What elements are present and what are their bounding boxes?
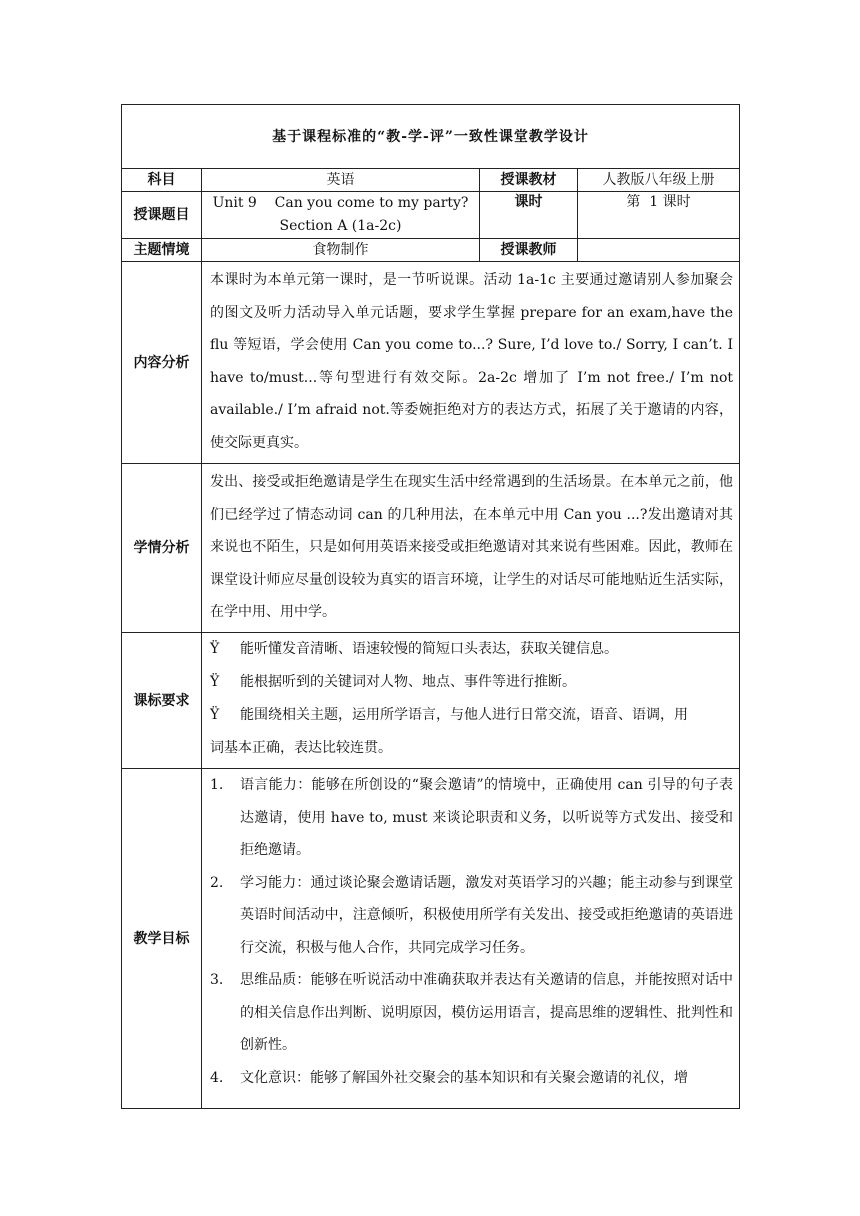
student-analysis-text: 发出、接受或拒绝邀请是学生在现实生活中经常遇到的生活场景。在本单元之前，他们已经学过了情态动词 can 的几种用法，在本单元中用 Can you ...?发出邀请对其来说也不陌生，只是如何用英语来接受或拒绝邀请对其来说有些困难。因此，教师在课堂设计师应尽量创设较为真实的语言环境，让学生的对话尽可能地贴近生活实际，在学中用、用中学。 (202, 464, 740, 633)
content-analysis-text: 本课时为本单元第一课时，是一节听说课。活动 1a-1c 主要通过邀请别人参加聚会的图文及听力活动导入单元话题，要求学生掌握 prepare for an exam,have the flu 等短语，学会使用 Can you come to...? Sure, I’d love to./ Sorry, I can’t. I have to/must...等句型进行有效交际。2a-2c 增加了 I’m not free./ I’m not available./ I’m afraid not.等委婉拒绝对方的表达方式，拓展了关于邀请的内容，使交际更真实。 (202, 262, 740, 464)
bullet-icon: Ÿ (210, 707, 220, 723)
document-title: 基于课程标准的“教-学-评”一致性课堂教学设计 (122, 105, 740, 169)
topic-line-2: Section A (1a-2c) (279, 218, 402, 234)
teacher-label: 授课教师 (480, 239, 578, 262)
objective-item (210, 769, 733, 867)
topic-value (202, 192, 480, 239)
period-label: 课时 (480, 192, 578, 239)
lesson-design-table (121, 104, 740, 1109)
objectives-list (202, 769, 740, 1109)
objective-item (210, 867, 733, 965)
topic-label: 授课题目 (122, 192, 202, 239)
content-analysis-label: 内容分析 (122, 262, 202, 464)
standards-item: Ÿ 能围绕相关主题，运用所学语言，与他人进行日常交流，语音、语调，用 (202, 699, 733, 732)
objectives-label: 教学目标 (122, 769, 202, 1109)
objective-text: 语言能力：能够在所创设的“聚会邀请”的情境中，正确使用 can 引导的句子表达邀请，使用 have to, must 来谈论职责和义务，以听说等方式发出、接受和拒绝邀请。 (240, 777, 734, 858)
standards-item: Ÿ 能听懂发音清晰、语速较慢的简短口头表达，获取关键信息。 (202, 633, 733, 666)
standards-item: Ÿ 能根据听到的关键词对人物、地点、事件等进行推断。 (202, 666, 733, 699)
objective-number: 1. (210, 777, 224, 793)
objective-item (210, 964, 733, 1062)
standards-continuation: 词基本正确，表达比较连贯。 (210, 740, 392, 756)
objective-text: 思维品质：能够在听说活动中准确获取并表达有关邀请的信息，并能按照对话中的相关信息作出判断、说明原因，模仿运用语言，提高思维的逻辑性、批判性和创新性。 (240, 972, 734, 1053)
period-value: 第 1 课时 (578, 192, 740, 239)
student-analysis-label: 学情分析 (122, 464, 202, 633)
standards-list (202, 633, 740, 769)
topic-line-1: Unit 9 Can you come to my party? (212, 195, 469, 211)
bullet-icon: Ÿ (210, 641, 220, 657)
bullet-icon: Ÿ (210, 674, 220, 690)
standards-label: 课标要求 (122, 633, 202, 769)
objective-item (210, 1062, 733, 1095)
objective-number: 3. (210, 972, 224, 988)
theme-label: 主题情境 (122, 239, 202, 262)
objective-number: 2. (210, 874, 224, 891)
objective-text: 学习能力：通过谈论聚会邀请话题，激发对英语学习的兴趣；能主动参与到课堂英语时间活动中，注意倾听，积极使用所学有关发出、接受或拒绝邀请的英语进行交流，积极与他人合作，共同完成学习任务。 (240, 874, 734, 956)
textbook-label: 授课教材 (480, 169, 578, 192)
subject-label: 科目 (122, 169, 202, 192)
objective-number: 4. (210, 1069, 224, 1086)
subject-value: 英语 (202, 169, 480, 192)
objective-text: 文化意识：能够了解国外社交聚会的基本知识和有关聚会邀请的礼仪，增 (240, 1069, 688, 1086)
theme-value: 食物制作 (202, 239, 480, 262)
teacher-value (578, 239, 740, 262)
textbook-value: 人教版八年级上册 (578, 169, 740, 192)
